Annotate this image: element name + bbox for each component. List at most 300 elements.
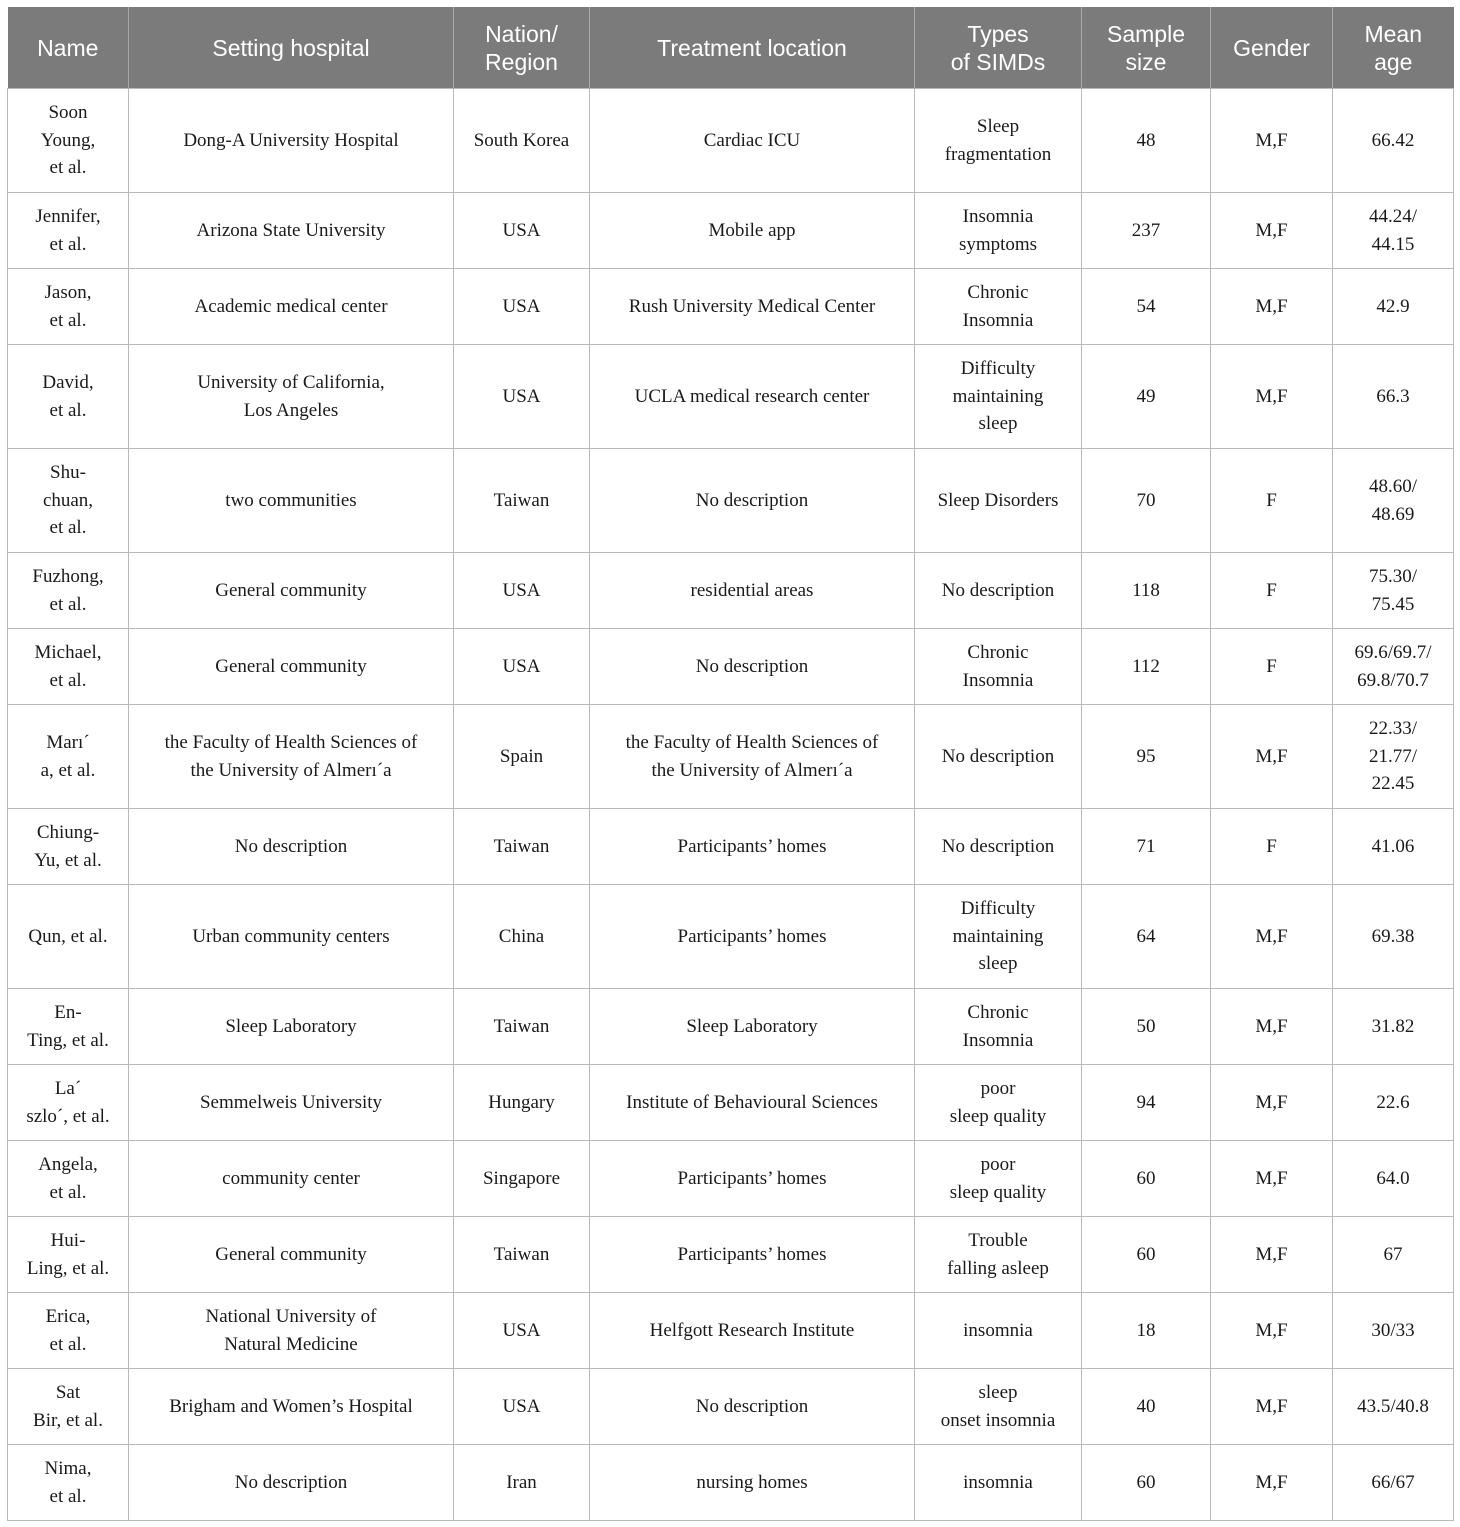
cell-gender: [1211, 345, 1333, 449]
cell-text: F: [1266, 655, 1277, 677]
table-row: [8, 705, 1454, 809]
header-nation-region: [454, 7, 590, 89]
header-label: Name: [37, 34, 99, 61]
cell-text: 70: [1136, 489, 1156, 511]
cell-text: 69.38: [1371, 925, 1415, 947]
table-row: [8, 345, 1454, 449]
cell-gender: [1211, 553, 1333, 629]
table-row: [8, 1141, 1454, 1217]
cell-text: Singapore: [482, 1167, 561, 1189]
cell-text: Dong-A University Hospital: [183, 129, 399, 151]
cell-text: 64.0: [1376, 1167, 1410, 1189]
cell-text: La´ szlo´, et al.: [26, 1078, 110, 1127]
cell-name: [8, 345, 129, 449]
cell-text: En- Ting, et al.: [27, 1002, 109, 1051]
header-label: Sample size: [1107, 20, 1185, 75]
table-row: [8, 1369, 1454, 1445]
cell-sample-size: [1082, 1293, 1211, 1369]
cell-name: [8, 1369, 129, 1445]
cell-treatment-location: [590, 269, 915, 345]
cell-text: Taiwan: [493, 1015, 550, 1037]
cell-text: Sleep Disorders: [937, 489, 1059, 511]
cell-name: [8, 1141, 129, 1217]
cell-text: USA: [502, 219, 541, 241]
cell-text: No description: [695, 655, 809, 677]
cell-name: [8, 449, 129, 553]
cell-text: two communities: [225, 489, 357, 511]
cell-treatment-location: [590, 1293, 915, 1369]
cell-sample-size: [1082, 1065, 1211, 1141]
cell-name: [8, 269, 129, 345]
cell-nation-region: [454, 885, 590, 989]
header-sample-size: [1082, 7, 1211, 89]
cell-text: M,F: [1255, 925, 1288, 947]
cell-sample-size: [1082, 269, 1211, 345]
cell-text: 41.06: [1371, 835, 1415, 857]
cell-text: 50: [1136, 1015, 1156, 1037]
cell-text: Marı´ a, et al.: [40, 732, 96, 781]
cell-text: 237: [1131, 219, 1161, 241]
cell-nation-region: [454, 809, 590, 885]
cell-text: USA: [502, 655, 541, 677]
cell-text: Participants’ homes: [677, 835, 827, 857]
cell-types-of-simds: [915, 1217, 1082, 1293]
cell-nation-region: [454, 449, 590, 553]
cell-text: 66.3: [1376, 385, 1410, 407]
cell-treatment-location: [590, 705, 915, 809]
cell-text: Urban community centers: [192, 925, 390, 947]
cell-nation-region: [454, 345, 590, 449]
cell-gender: [1211, 89, 1333, 193]
cell-gender: [1211, 1445, 1333, 1521]
cell-mean-age: [1333, 1141, 1454, 1217]
cell-text: Trouble falling asleep: [947, 1230, 1049, 1279]
cell-name: [8, 1293, 129, 1369]
table-row: [8, 89, 1454, 193]
cell-text: the Faculty of Health Sciences of the University of Almerı´a: [625, 732, 879, 781]
cell-text: M,F: [1255, 1471, 1288, 1493]
cell-gender: [1211, 193, 1333, 269]
cell-mean-age: [1333, 89, 1454, 193]
cell-types-of-simds: [915, 809, 1082, 885]
cell-name: [8, 553, 129, 629]
cell-text: Taiwan: [493, 835, 550, 857]
cell-mean-age: [1333, 705, 1454, 809]
cell-text: poor sleep quality: [949, 1078, 1047, 1127]
header-label: Setting hospital: [212, 34, 370, 61]
cell-text: USA: [502, 1395, 541, 1417]
cell-mean-age: [1333, 1217, 1454, 1293]
cell-name: [8, 809, 129, 885]
header-mean-age: [1333, 7, 1454, 89]
header-row: [8, 7, 1454, 89]
cell-text: F: [1266, 579, 1277, 601]
cell-text: General community: [215, 1243, 367, 1265]
cell-treatment-location: [590, 1217, 915, 1293]
cell-sample-size: [1082, 449, 1211, 553]
cell-types-of-simds: [915, 553, 1082, 629]
cell-text: 54: [1136, 295, 1156, 317]
cell-text: General community: [215, 655, 367, 677]
cell-text: No description: [234, 1471, 348, 1493]
cell-text: National University of Natural Medicine: [205, 1306, 377, 1355]
cell-text: 42.9: [1376, 295, 1410, 317]
cell-text: Difficulty maintaining sleep: [952, 898, 1044, 975]
cell-text: USA: [502, 1319, 541, 1341]
cell-gender: [1211, 989, 1333, 1065]
cell-nation-region: [454, 1065, 590, 1141]
cell-nation-region: [454, 705, 590, 809]
cell-text: 48.60/ 48.69: [1368, 476, 1418, 525]
cell-text: USA: [502, 579, 541, 601]
cell-types-of-simds: [915, 705, 1082, 809]
cell-treatment-location: [590, 1445, 915, 1521]
cell-sample-size: [1082, 809, 1211, 885]
table-row: [8, 1065, 1454, 1141]
cell-text: Chronic Insomnia: [962, 282, 1034, 331]
cell-text: Semmelweis University: [199, 1091, 383, 1113]
header-gender: [1211, 7, 1333, 89]
cell-text: 49: [1136, 385, 1156, 407]
header-label: Nation/ Region: [485, 20, 558, 75]
cell-setting-hospital: [129, 345, 454, 449]
cell-setting-hospital: [129, 1065, 454, 1141]
cell-text: 31.82: [1371, 1015, 1415, 1037]
cell-text: Sleep Laboratory: [225, 1015, 357, 1037]
cell-text: Taiwan: [493, 1243, 550, 1265]
cell-setting-hospital: [129, 193, 454, 269]
cell-types-of-simds: [915, 345, 1082, 449]
cell-setting-hospital: [129, 1369, 454, 1445]
cell-text: M,F: [1255, 745, 1288, 767]
cell-text: 66.42: [1371, 129, 1415, 151]
cell-text: General community: [215, 579, 367, 601]
cell-text: 94: [1136, 1091, 1156, 1113]
cell-types-of-simds: [915, 193, 1082, 269]
table-row: [8, 1217, 1454, 1293]
cell-treatment-location: [590, 345, 915, 449]
cell-text: community center: [222, 1167, 360, 1189]
cell-treatment-location: [590, 553, 915, 629]
cell-text: 18: [1136, 1319, 1156, 1341]
cell-text: Jennifer, et al.: [35, 206, 101, 255]
cell-types-of-simds: [915, 1293, 1082, 1369]
cell-types-of-simds: [915, 1141, 1082, 1217]
cell-types-of-simds: [915, 1369, 1082, 1445]
table-row: [8, 449, 1454, 553]
cell-name: [8, 1445, 129, 1521]
cell-setting-hospital: [129, 269, 454, 345]
cell-types-of-simds: [915, 269, 1082, 345]
cell-text: Qun, et al.: [28, 925, 108, 947]
cell-text: Institute of Behavioural Sciences: [626, 1091, 878, 1113]
cell-text: 60: [1136, 1167, 1156, 1189]
cell-name: [8, 1217, 129, 1293]
cell-setting-hospital: [129, 1293, 454, 1369]
cell-treatment-location: [590, 629, 915, 705]
cell-text: 22.6: [1376, 1091, 1410, 1113]
cell-text: Iran: [506, 1471, 537, 1493]
cell-name: [8, 629, 129, 705]
cell-text: the Faculty of Health Sciences of the University of Almerı´a: [164, 732, 418, 781]
cell-types-of-simds: [915, 1065, 1082, 1141]
cell-name: [8, 193, 129, 269]
cell-text: M,F: [1255, 1243, 1288, 1265]
cell-text: 66/67: [1371, 1471, 1415, 1493]
cell-gender: [1211, 629, 1333, 705]
cell-nation-region: [454, 1369, 590, 1445]
cell-text: Nima, et al.: [44, 1458, 92, 1507]
cell-text: 43.5/40.8: [1357, 1395, 1429, 1417]
table-row: [8, 1445, 1454, 1521]
cell-nation-region: [454, 553, 590, 629]
cell-text: M,F: [1255, 1319, 1288, 1341]
cell-treatment-location: [590, 89, 915, 193]
cell-setting-hospital: [129, 1445, 454, 1521]
table-row: [8, 989, 1454, 1065]
cell-text: F: [1266, 489, 1277, 511]
cell-sample-size: [1082, 553, 1211, 629]
cell-text: 71: [1136, 835, 1156, 857]
cell-treatment-location: [590, 1065, 915, 1141]
cell-treatment-location: [590, 885, 915, 989]
table-row: [8, 885, 1454, 989]
cell-sample-size: [1082, 1217, 1211, 1293]
header-label: Mean age: [1364, 20, 1423, 75]
cell-text: Sleep fragmentation: [944, 116, 1052, 165]
cell-mean-age: [1333, 193, 1454, 269]
cell-text: No description: [695, 1395, 809, 1417]
cell-text: M,F: [1255, 1015, 1288, 1037]
table-row: [8, 193, 1454, 269]
header-label: Types of SIMDs: [950, 20, 1046, 75]
cell-gender: [1211, 269, 1333, 345]
cell-setting-hospital: [129, 705, 454, 809]
cell-text: No description: [695, 489, 809, 511]
cell-gender: [1211, 1369, 1333, 1445]
cell-nation-region: [454, 1141, 590, 1217]
cell-text: insomnia: [963, 1319, 1033, 1341]
table-row: [8, 269, 1454, 345]
cell-sample-size: [1082, 1369, 1211, 1445]
cell-text: 75.30/ 75.45: [1368, 566, 1418, 615]
cell-setting-hospital: [129, 989, 454, 1065]
cell-text: F: [1266, 835, 1277, 857]
cell-text: Spain: [499, 745, 544, 767]
cell-gender: [1211, 809, 1333, 885]
cell-text: M,F: [1255, 295, 1288, 317]
cell-text: 95: [1136, 745, 1156, 767]
cell-setting-hospital: [129, 1141, 454, 1217]
cell-name: [8, 1065, 129, 1141]
cell-text: M,F: [1255, 219, 1288, 241]
cell-mean-age: [1333, 1445, 1454, 1521]
cell-text: Insomnia symptoms: [958, 206, 1038, 255]
cell-sample-size: [1082, 629, 1211, 705]
cell-text: 69.6/69.7/ 69.8/70.7: [1354, 642, 1432, 691]
cell-mean-age: [1333, 1369, 1454, 1445]
cell-mean-age: [1333, 1293, 1454, 1369]
cell-text: Brigham and Women’s Hospital: [169, 1395, 413, 1417]
table-row: [8, 629, 1454, 705]
cell-text: Hui- Ling, et al.: [26, 1230, 110, 1279]
cell-types-of-simds: [915, 989, 1082, 1065]
cell-sample-size: [1082, 705, 1211, 809]
header-setting-hospital: [129, 7, 454, 89]
cell-name: [8, 705, 129, 809]
cell-text: Difficulty maintaining sleep: [952, 358, 1044, 435]
cell-text: David, et al.: [42, 372, 94, 421]
cell-types-of-simds: [915, 89, 1082, 193]
cell-mean-age: [1333, 989, 1454, 1065]
cell-text: Participants’ homes: [677, 1243, 827, 1265]
cell-text: 44.24/ 44.15: [1368, 206, 1418, 255]
cell-text: 30/33: [1371, 1319, 1415, 1341]
cell-types-of-simds: [915, 449, 1082, 553]
cell-text: M,F: [1255, 1167, 1288, 1189]
cell-text: Soon Young, et al.: [40, 102, 96, 179]
cell-text: Helfgott Research Institute: [649, 1319, 855, 1341]
header-label: Gender: [1233, 34, 1310, 61]
cell-text: University of California, Los Angeles: [197, 372, 385, 421]
cell-treatment-location: [590, 1369, 915, 1445]
cell-treatment-location: [590, 809, 915, 885]
cell-sample-size: [1082, 1141, 1211, 1217]
cell-name: [8, 885, 129, 989]
cell-mean-age: [1333, 269, 1454, 345]
cell-text: nursing homes: [696, 1471, 808, 1493]
cell-mean-age: [1333, 809, 1454, 885]
cell-text: Chiung- Yu, et al.: [34, 822, 102, 871]
cell-text: South Korea: [473, 129, 570, 151]
table-header: [8, 7, 1454, 89]
cell-mean-age: [1333, 885, 1454, 989]
cell-name: [8, 89, 129, 193]
cell-text: Chronic Insomnia: [962, 1002, 1034, 1051]
cell-sample-size: [1082, 989, 1211, 1065]
cell-gender: [1211, 1293, 1333, 1369]
cell-text: 22.33/ 21.77/ 22.45: [1368, 718, 1418, 795]
cell-gender: [1211, 1141, 1333, 1217]
cell-mean-age: [1333, 1065, 1454, 1141]
header-treatment-location: [590, 7, 915, 89]
cell-setting-hospital: [129, 885, 454, 989]
cell-nation-region: [454, 193, 590, 269]
header-types-of-simds: [915, 7, 1082, 89]
cell-text: Chronic Insomnia: [962, 642, 1034, 691]
cell-nation-region: [454, 269, 590, 345]
cell-gender: [1211, 705, 1333, 809]
cell-text: 60: [1136, 1471, 1156, 1493]
cell-text: M,F: [1255, 129, 1288, 151]
cell-gender: [1211, 1217, 1333, 1293]
cell-nation-region: [454, 629, 590, 705]
cell-text: residential areas: [690, 579, 814, 601]
cell-setting-hospital: [129, 89, 454, 193]
cell-mean-age: [1333, 553, 1454, 629]
table-row: [8, 809, 1454, 885]
cell-text: Mobile app: [708, 219, 796, 241]
cell-setting-hospital: [129, 629, 454, 705]
cell-nation-region: [454, 1293, 590, 1369]
cell-text: 67: [1383, 1243, 1403, 1265]
cell-text: Shu- chuan, et al.: [42, 462, 94, 539]
cell-text: M,F: [1255, 385, 1288, 407]
cell-sample-size: [1082, 193, 1211, 269]
cell-text: No description: [941, 835, 1055, 857]
cell-text: 40: [1136, 1395, 1156, 1417]
cell-text: Angela, et al.: [38, 1154, 98, 1203]
cell-treatment-location: [590, 449, 915, 553]
cell-sample-size: [1082, 1445, 1211, 1521]
cell-text: No description: [234, 835, 348, 857]
cell-types-of-simds: [915, 1445, 1082, 1521]
cell-text: Arizona State University: [196, 219, 386, 241]
cell-gender: [1211, 449, 1333, 553]
cell-text: No description: [941, 579, 1055, 601]
study-characteristics-table: [7, 7, 1454, 1521]
cell-types-of-simds: [915, 629, 1082, 705]
table-row: [8, 1293, 1454, 1369]
cell-name: [8, 989, 129, 1065]
cell-setting-hospital: [129, 809, 454, 885]
cell-text: USA: [502, 385, 541, 407]
cell-text: Participants’ homes: [677, 925, 827, 947]
cell-text: Hungary: [488, 1091, 555, 1113]
cell-text: Rush University Medical Center: [628, 295, 876, 317]
cell-nation-region: [454, 1217, 590, 1293]
cell-gender: [1211, 1065, 1333, 1141]
cell-text: Taiwan: [493, 489, 550, 511]
cell-sample-size: [1082, 89, 1211, 193]
cell-text: Sat Bir, et al.: [33, 1382, 103, 1431]
cell-setting-hospital: [129, 449, 454, 553]
cell-types-of-simds: [915, 885, 1082, 989]
cell-text: M,F: [1255, 1395, 1288, 1417]
cell-treatment-location: [590, 193, 915, 269]
cell-nation-region: [454, 89, 590, 193]
cell-text: Academic medical center: [194, 295, 388, 317]
cell-text: Sleep Laboratory: [686, 1015, 818, 1037]
header-name: [8, 7, 129, 89]
cell-text: Fuzhong, et al.: [32, 566, 104, 615]
cell-text: No description: [941, 745, 1055, 767]
cell-mean-age: [1333, 345, 1454, 449]
cell-mean-age: [1333, 629, 1454, 705]
cell-treatment-location: [590, 1141, 915, 1217]
cell-text: China: [498, 925, 545, 947]
cell-text: sleep onset insomnia: [940, 1382, 1056, 1431]
cell-treatment-location: [590, 989, 915, 1065]
cell-text: 48: [1136, 129, 1156, 151]
cell-nation-region: [454, 1445, 590, 1521]
cell-text: 118: [1132, 579, 1160, 601]
cell-text: Jason, et al.: [44, 282, 92, 331]
cell-setting-hospital: [129, 1217, 454, 1293]
cell-text: 112: [1132, 655, 1160, 677]
table-body: [8, 89, 1454, 1521]
cell-sample-size: [1082, 885, 1211, 989]
cell-text: poor sleep quality: [949, 1154, 1047, 1203]
cell-setting-hospital: [129, 553, 454, 629]
header-label: Treatment location: [657, 34, 847, 61]
cell-text: Cardiac ICU: [703, 129, 801, 151]
cell-text: insomnia: [963, 1471, 1033, 1493]
cell-gender: [1211, 885, 1333, 989]
cell-sample-size: [1082, 345, 1211, 449]
cell-mean-age: [1333, 449, 1454, 553]
cell-text: Erica, et al.: [45, 1306, 91, 1355]
